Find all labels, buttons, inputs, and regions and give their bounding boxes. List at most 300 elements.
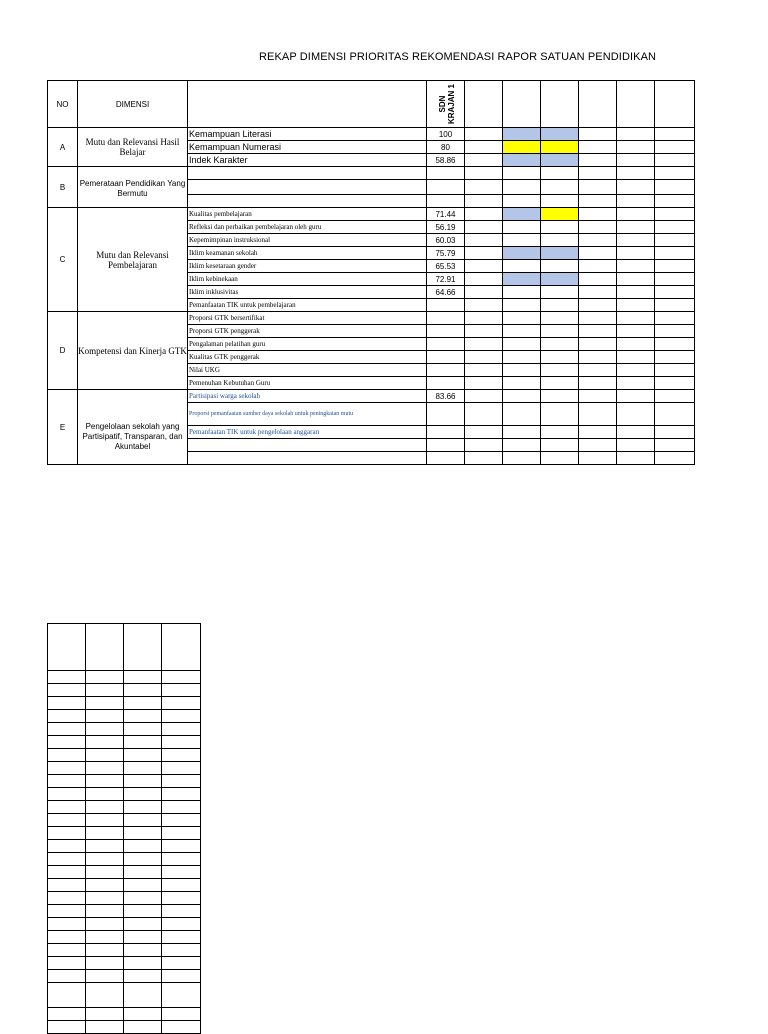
cell bbox=[503, 299, 541, 312]
cell bbox=[465, 273, 503, 286]
cell bbox=[617, 390, 655, 403]
indicator-value: 72.91 bbox=[427, 273, 465, 286]
cell bbox=[541, 351, 579, 364]
grid-cell bbox=[86, 624, 124, 671]
grid-cell bbox=[86, 840, 124, 853]
grid-cell bbox=[48, 944, 86, 957]
cell-highlight-blue bbox=[541, 154, 579, 167]
cell bbox=[579, 286, 617, 299]
grid-cell bbox=[48, 624, 86, 671]
cell-highlight-blue bbox=[541, 273, 579, 286]
grid-cell bbox=[86, 892, 124, 905]
cell bbox=[579, 426, 617, 439]
grid-cell bbox=[48, 671, 86, 684]
grid-cell bbox=[48, 918, 86, 931]
grid-cell bbox=[86, 905, 124, 918]
school-name-line1: SDN bbox=[438, 95, 448, 112]
grid-cell bbox=[124, 801, 162, 814]
grid-row bbox=[48, 814, 201, 827]
cell bbox=[579, 154, 617, 167]
grid-cell bbox=[86, 970, 124, 983]
grid-cell bbox=[162, 840, 201, 853]
grid-cell bbox=[124, 918, 162, 931]
cell-highlight-blue bbox=[503, 154, 541, 167]
grid-cell bbox=[124, 723, 162, 736]
cell bbox=[465, 234, 503, 247]
cell bbox=[541, 338, 579, 351]
grid-cell bbox=[86, 879, 124, 892]
header-indicator bbox=[188, 81, 427, 128]
grid-cell bbox=[162, 697, 201, 710]
grid-cell bbox=[48, 814, 86, 827]
cell bbox=[655, 260, 695, 273]
cell bbox=[579, 390, 617, 403]
grid-cell bbox=[124, 624, 162, 671]
grid-row bbox=[48, 957, 201, 970]
table-row bbox=[48, 128, 695, 141]
header-empty bbox=[465, 81, 503, 128]
cell bbox=[617, 128, 655, 141]
cell bbox=[617, 338, 655, 351]
grid-cell bbox=[124, 944, 162, 957]
cell bbox=[617, 452, 655, 465]
grid-cell bbox=[162, 1021, 201, 1034]
cell bbox=[427, 439, 465, 452]
cell bbox=[541, 195, 579, 208]
grid-cell bbox=[162, 944, 201, 957]
indicator-value bbox=[427, 299, 465, 312]
cell bbox=[427, 312, 465, 325]
cell bbox=[541, 403, 579, 426]
cell bbox=[579, 128, 617, 141]
indicator-value: 65.53 bbox=[427, 260, 465, 273]
section-no: C bbox=[48, 208, 78, 312]
indicator-label: Kemampuan Literasi bbox=[188, 128, 427, 141]
grid-cell bbox=[162, 892, 201, 905]
indicator-value: 80 bbox=[427, 141, 465, 154]
cell bbox=[503, 312, 541, 325]
cell bbox=[617, 167, 655, 180]
table-row bbox=[48, 390, 695, 403]
grid-row bbox=[48, 931, 201, 944]
grid-row bbox=[48, 853, 201, 866]
grid-cell bbox=[86, 749, 124, 762]
grid-cell bbox=[86, 944, 124, 957]
cell bbox=[579, 141, 617, 154]
cell bbox=[541, 426, 579, 439]
indicator-label: Proporsi GTK bersertifikat bbox=[188, 312, 427, 325]
grid-cell bbox=[124, 736, 162, 749]
cell-highlight-blue bbox=[503, 247, 541, 260]
grid-cell bbox=[48, 879, 86, 892]
cell bbox=[503, 234, 541, 247]
header-empty bbox=[655, 81, 695, 128]
indicator-value bbox=[427, 426, 465, 439]
grid-row bbox=[48, 736, 201, 749]
grid-cell bbox=[162, 749, 201, 762]
grid-cell bbox=[48, 957, 86, 970]
indicator-label: Proporsi pemanfaatan sumber daya sekolah untuk peningkatan mutu bbox=[188, 403, 427, 426]
cell bbox=[465, 390, 503, 403]
cell bbox=[465, 452, 503, 465]
indicator-label: Iklim inklusivitas bbox=[188, 286, 427, 299]
cell-highlight-blue bbox=[541, 128, 579, 141]
section-no: E bbox=[48, 390, 78, 465]
cell bbox=[465, 247, 503, 260]
grid-cell bbox=[86, 1008, 124, 1021]
header-dimensi: DIMENSI bbox=[78, 81, 188, 128]
grid-cell bbox=[124, 866, 162, 879]
grid-row bbox=[48, 879, 201, 892]
grid-cell bbox=[162, 905, 201, 918]
grid-cell bbox=[48, 827, 86, 840]
cell bbox=[541, 180, 579, 195]
grid-cell bbox=[86, 814, 124, 827]
cell bbox=[503, 286, 541, 299]
grid-row bbox=[48, 801, 201, 814]
grid-cell bbox=[162, 671, 201, 684]
cell bbox=[427, 351, 465, 364]
grid-cell bbox=[48, 970, 86, 983]
recap-table bbox=[47, 80, 695, 465]
grid-cell bbox=[124, 762, 162, 775]
cell bbox=[655, 299, 695, 312]
grid-cell bbox=[162, 853, 201, 866]
cell bbox=[655, 351, 695, 364]
cell bbox=[579, 234, 617, 247]
grid-cell bbox=[124, 814, 162, 827]
cell-highlight-blue bbox=[503, 208, 541, 221]
grid-cell bbox=[162, 983, 201, 1008]
cell bbox=[655, 154, 695, 167]
cell bbox=[579, 403, 617, 426]
cell bbox=[503, 351, 541, 364]
cell bbox=[579, 299, 617, 312]
grid-cell bbox=[162, 970, 201, 983]
grid-cell bbox=[86, 684, 124, 697]
grid-cell bbox=[124, 879, 162, 892]
cell bbox=[579, 167, 617, 180]
indicator-value: 58.86 bbox=[427, 154, 465, 167]
indicator-value: 64.66 bbox=[427, 286, 465, 299]
indicator-value: 60.03 bbox=[427, 234, 465, 247]
cell bbox=[579, 195, 617, 208]
cell bbox=[617, 141, 655, 154]
cell bbox=[541, 299, 579, 312]
cell bbox=[465, 167, 503, 180]
grid-cell bbox=[124, 788, 162, 801]
cell bbox=[465, 154, 503, 167]
cell bbox=[188, 452, 427, 465]
cell bbox=[579, 247, 617, 260]
grid-cell bbox=[162, 931, 201, 944]
section-name: Mutu dan Relevansi Pembelajaran bbox=[78, 208, 188, 312]
grid-cell bbox=[162, 775, 201, 788]
cell bbox=[655, 426, 695, 439]
cell bbox=[427, 180, 465, 195]
cell bbox=[503, 260, 541, 273]
grid-cell bbox=[48, 866, 86, 879]
cell bbox=[655, 208, 695, 221]
indicator-value: 83.66 bbox=[427, 390, 465, 403]
grid-row bbox=[48, 775, 201, 788]
cell bbox=[617, 221, 655, 234]
grid-cell bbox=[124, 931, 162, 944]
grid-row bbox=[48, 697, 201, 710]
grid-cell bbox=[124, 697, 162, 710]
grid-cell bbox=[86, 671, 124, 684]
cell bbox=[541, 221, 579, 234]
indicator-label: Pemenuhan Kebutuhan Guru bbox=[188, 377, 427, 390]
grid-cell bbox=[48, 892, 86, 905]
cell bbox=[617, 325, 655, 338]
grid-cell bbox=[162, 710, 201, 723]
cell bbox=[655, 364, 695, 377]
cell bbox=[655, 325, 695, 338]
indicator-label: Indek Karakter bbox=[188, 154, 427, 167]
cell bbox=[427, 338, 465, 351]
cell bbox=[503, 338, 541, 351]
indicator-label: Proporsi GTK penggerak bbox=[188, 325, 427, 338]
grid-cell bbox=[48, 1008, 86, 1021]
indicator-label: Iklim keamanan sekolah bbox=[188, 247, 427, 260]
cell bbox=[617, 286, 655, 299]
grid-row bbox=[48, 892, 201, 905]
cell bbox=[465, 299, 503, 312]
grid-cell bbox=[86, 1021, 124, 1034]
grid-cell bbox=[124, 827, 162, 840]
section-name: Kompetensi dan Kinerja GTK bbox=[78, 312, 188, 390]
grid-cell bbox=[124, 840, 162, 853]
grid-cell bbox=[124, 671, 162, 684]
cell bbox=[617, 154, 655, 167]
section-no: D bbox=[48, 312, 78, 390]
grid-cell bbox=[48, 775, 86, 788]
grid-cell bbox=[48, 749, 86, 762]
grid-row bbox=[48, 1021, 201, 1034]
school-name bbox=[438, 83, 456, 123]
page-title: REKAP DIMENSI PRIORITAS REKOMENDASI RAPOR SATUAN PENDIDIKAN bbox=[259, 51, 657, 63]
header-empty bbox=[617, 81, 655, 128]
cell bbox=[465, 426, 503, 439]
grid-cell bbox=[124, 905, 162, 918]
cell bbox=[503, 167, 541, 180]
grid-cell bbox=[86, 710, 124, 723]
cell bbox=[655, 167, 695, 180]
grid-cell bbox=[124, 684, 162, 697]
grid-cell bbox=[86, 827, 124, 840]
grid-cell bbox=[162, 814, 201, 827]
cell bbox=[427, 377, 465, 390]
grid-cell bbox=[48, 801, 86, 814]
grid-cell bbox=[162, 918, 201, 931]
cell bbox=[617, 439, 655, 452]
grid-row bbox=[48, 762, 201, 775]
grid-cell bbox=[124, 1021, 162, 1034]
grid-row bbox=[48, 723, 201, 736]
cell bbox=[541, 390, 579, 403]
cell bbox=[579, 364, 617, 377]
section-no: A bbox=[48, 128, 78, 167]
grid-row bbox=[48, 749, 201, 762]
cell bbox=[655, 234, 695, 247]
cell bbox=[655, 439, 695, 452]
cell bbox=[465, 286, 503, 299]
grid-row bbox=[48, 624, 201, 671]
cell bbox=[579, 273, 617, 286]
grid-cell bbox=[162, 684, 201, 697]
cell bbox=[465, 338, 503, 351]
grid-row bbox=[48, 1008, 201, 1021]
header-no: NO bbox=[48, 81, 78, 128]
cell bbox=[503, 180, 541, 195]
grid-cell bbox=[48, 905, 86, 918]
cell bbox=[617, 260, 655, 273]
grid-cell bbox=[162, 801, 201, 814]
cell bbox=[579, 338, 617, 351]
blank-grid-table bbox=[47, 623, 201, 1034]
grid-cell bbox=[124, 983, 162, 1008]
school-name-line2: KRAJAN 1 bbox=[447, 83, 457, 124]
cell bbox=[541, 325, 579, 338]
grid-cell bbox=[48, 710, 86, 723]
cell bbox=[617, 234, 655, 247]
cell bbox=[617, 312, 655, 325]
cell bbox=[617, 426, 655, 439]
grid-cell bbox=[86, 853, 124, 866]
cell bbox=[617, 364, 655, 377]
cell bbox=[655, 312, 695, 325]
section-name: Pengelolaan sekolah yang Partisipatif, Transparan, dan Akuntabel bbox=[78, 390, 188, 465]
cell bbox=[427, 195, 465, 208]
grid-row bbox=[48, 944, 201, 957]
indicator-label: Kualitas pembelajaran bbox=[188, 208, 427, 221]
cell bbox=[655, 180, 695, 195]
cell bbox=[465, 312, 503, 325]
cell bbox=[465, 208, 503, 221]
grid-cell bbox=[48, 1021, 86, 1034]
cell bbox=[503, 439, 541, 452]
cell bbox=[541, 377, 579, 390]
cell bbox=[579, 452, 617, 465]
grid-cell bbox=[86, 866, 124, 879]
cell bbox=[617, 208, 655, 221]
cell bbox=[188, 180, 427, 195]
cell bbox=[541, 439, 579, 452]
header-empty bbox=[503, 81, 541, 128]
cell-highlight-yellow bbox=[541, 141, 579, 154]
cell bbox=[541, 167, 579, 180]
cell-highlight-yellow bbox=[541, 208, 579, 221]
cell bbox=[427, 167, 465, 180]
table-row bbox=[48, 312, 695, 325]
grid-cell bbox=[48, 684, 86, 697]
grid-row bbox=[48, 684, 201, 697]
header-row bbox=[48, 81, 695, 128]
grid-cell bbox=[124, 970, 162, 983]
indicator-label: Partisipasi warga sekolah bbox=[188, 390, 427, 403]
cell bbox=[465, 128, 503, 141]
cell bbox=[579, 439, 617, 452]
table-row bbox=[48, 208, 695, 221]
cell bbox=[541, 286, 579, 299]
cell bbox=[655, 452, 695, 465]
cell bbox=[655, 128, 695, 141]
cell bbox=[579, 260, 617, 273]
cell bbox=[617, 273, 655, 286]
cell bbox=[579, 312, 617, 325]
cell bbox=[188, 439, 427, 452]
indicator-value: 56.19 bbox=[427, 221, 465, 234]
cell-highlight-blue bbox=[503, 128, 541, 141]
grid-cell bbox=[48, 762, 86, 775]
grid-row bbox=[48, 970, 201, 983]
cell bbox=[541, 452, 579, 465]
cell bbox=[617, 247, 655, 260]
section-name: Mutu dan Relevansi Hasil Belajar bbox=[78, 128, 188, 167]
cell bbox=[579, 221, 617, 234]
cell bbox=[541, 234, 579, 247]
cell bbox=[617, 180, 655, 195]
cell bbox=[465, 403, 503, 426]
indicator-value: 75.79 bbox=[427, 247, 465, 260]
cell bbox=[465, 195, 503, 208]
cell bbox=[617, 351, 655, 364]
grid-cell bbox=[48, 697, 86, 710]
cell bbox=[503, 195, 541, 208]
grid-cell bbox=[48, 788, 86, 801]
grid-cell bbox=[48, 723, 86, 736]
cell bbox=[579, 351, 617, 364]
cell bbox=[655, 286, 695, 299]
grid-cell bbox=[86, 697, 124, 710]
cell bbox=[465, 364, 503, 377]
cell bbox=[617, 377, 655, 390]
cell bbox=[541, 260, 579, 273]
indicator-label: Kemampuan Numerasi bbox=[188, 141, 427, 154]
indicator-label: Kualitas GTK penggerak bbox=[188, 351, 427, 364]
grid-cell bbox=[86, 775, 124, 788]
indicator-label: Kepemimpinan instruksional bbox=[188, 234, 427, 247]
grid-cell bbox=[124, 892, 162, 905]
cell bbox=[465, 221, 503, 234]
cell bbox=[579, 180, 617, 195]
grid-row bbox=[48, 905, 201, 918]
cell bbox=[465, 180, 503, 195]
cell-highlight-yellow bbox=[503, 141, 541, 154]
grid-cell bbox=[86, 957, 124, 970]
cell bbox=[503, 364, 541, 377]
grid-cell bbox=[86, 801, 124, 814]
grid-cell bbox=[86, 931, 124, 944]
cell bbox=[503, 403, 541, 426]
section-no: B bbox=[48, 167, 78, 208]
grid-cell bbox=[124, 1008, 162, 1021]
grid-cell bbox=[124, 775, 162, 788]
grid-row bbox=[48, 827, 201, 840]
cell bbox=[617, 403, 655, 426]
indicator-value: 71.44 bbox=[427, 208, 465, 221]
grid-cell bbox=[86, 983, 124, 1008]
grid-cell bbox=[162, 624, 201, 671]
grid-cell bbox=[86, 723, 124, 736]
grid-cell bbox=[48, 736, 86, 749]
cell bbox=[465, 351, 503, 364]
grid-cell bbox=[86, 762, 124, 775]
table-row bbox=[48, 167, 695, 180]
cell bbox=[427, 325, 465, 338]
cell bbox=[655, 195, 695, 208]
